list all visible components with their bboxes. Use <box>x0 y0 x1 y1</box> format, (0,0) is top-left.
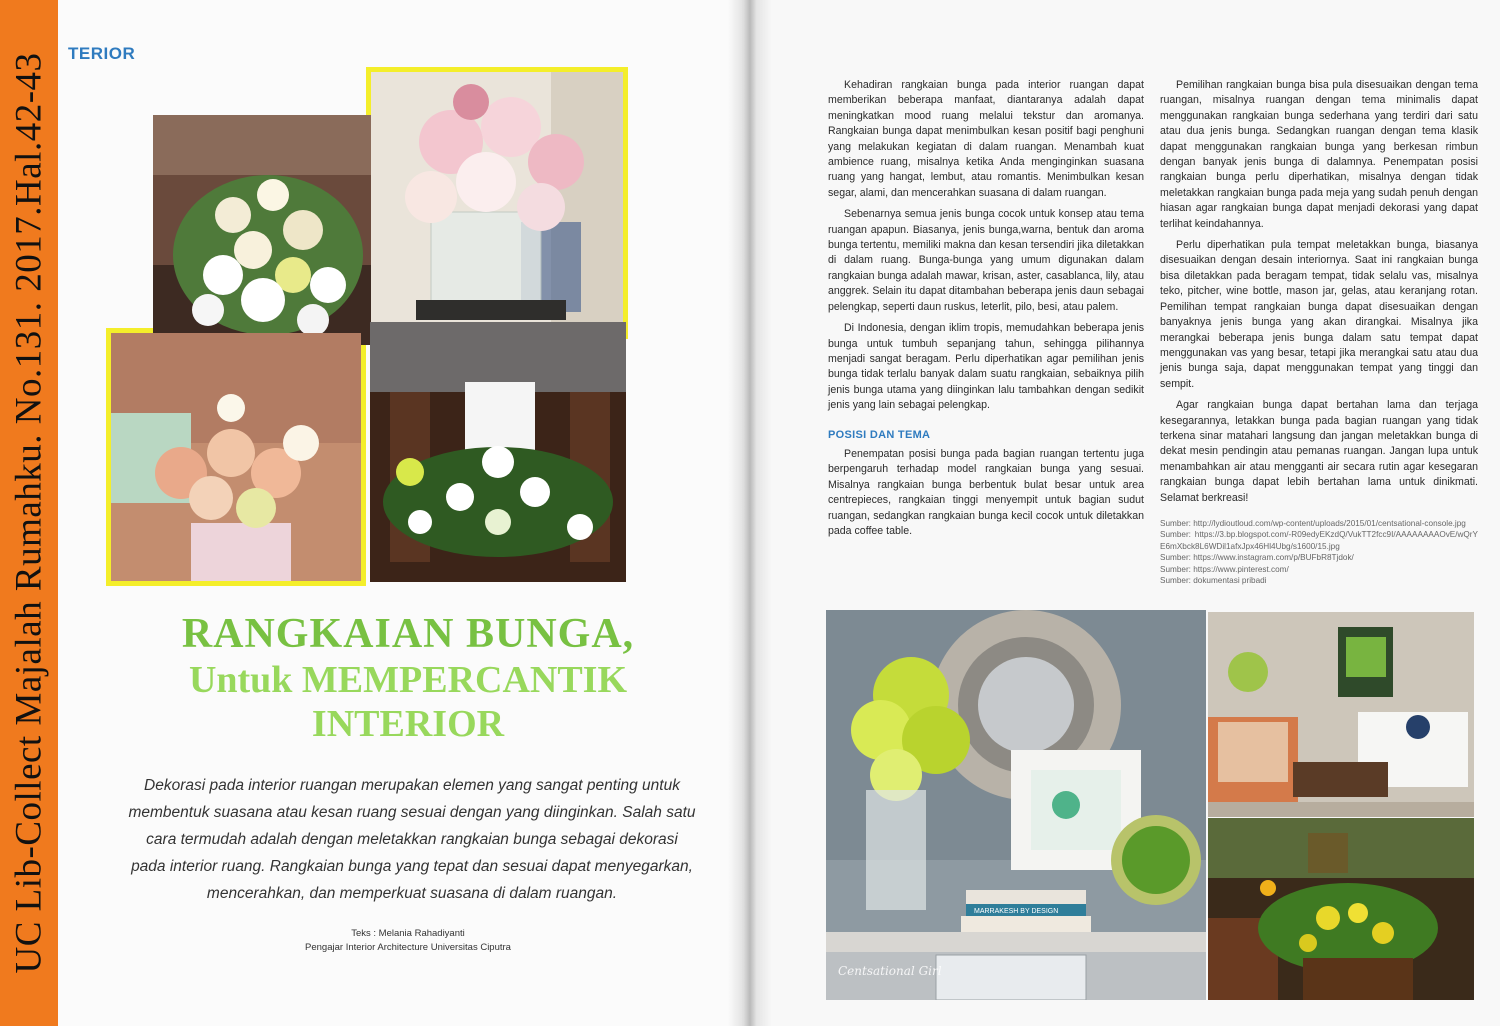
archive-label: UC Lib-Collect Majalah Rumahku. No.131. 2017.Hal.42-43 <box>8 52 50 974</box>
subheading: POSISI DAN TEMA <box>828 428 931 441</box>
photo-peonies-art <box>371 72 623 334</box>
photo-white-roses-art <box>153 115 383 345</box>
source-line: Sumber: dokumentasi pribadi <box>1160 576 1267 586</box>
photo-tropical-arrangement <box>1208 818 1474 1000</box>
photo-pastel-roses <box>111 333 361 581</box>
image-sources <box>1160 518 1478 587</box>
left-page <box>58 0 742 1026</box>
col2-paragraph: Agar rangkaian bunga dapat bertahan lama dan terjaga kesegarannya, letakkan bunga pada bagian ruangan yang tidak terkena sinar matahari langsung dan jangan meletakkan bunga di dekat mesin pendingin atau pemanas ruangan. Jangan lupa untuk menambahkan air atau mengganti air secara rutin agar kesegaran rangkaian bunga dapat lebih bertahan lama untuk dinikmati. Selamat berkreasi! <box>1160 399 1478 504</box>
photo-living-room-art <box>1208 612 1474 817</box>
col1-paragraph: Di Indonesia, dengan iklim tropis, memudahkan beberapa jenis bunga untuk tumbuh sepanjang tahun, sehingga pilihannya menjadi sangat beragam. Perlu diperhatikan agar pemilihan jenis bunga tidak terlalu banyak dalam suatu rangkaian, sebaiknya pilih jenis bunga utama yang diinginkan lalu tambahkan dengan sedikit jenis yang lain sebagai pelengkap. <box>828 322 1144 412</box>
section-label: TERIOR <box>68 44 136 63</box>
col1-paragraph: Penempatan posisi bunga pada bagian ruangan tertentu juga berpengaruh terhadap model rangkaian bunga yang sesuai. Misalnya rangkaian bunga berbentuk bulat besar untuk area centrepieces, rangkaian tinggi menyempit untuk bagian sudut ruangan, sedangkan rangkaian bunga kecil cocok untuk diletakkan pada coffee table. <box>828 447 1144 537</box>
photo-white-roses <box>153 115 383 345</box>
col2-paragraph: Pemilihan rangkaian bunga bisa pula disesuaikan dengan tema ruangan, misalnya ruangan dengan tema minimalis dapat menggunakan rangkaian bunga sederhana yang terdiri dari satu atau dua jenis bunga. Sedangkan ruangan dengan tema klasik dapat menggunakan rangkaian bunga yang berkesan rimbun dengan banyak jenis bunga di dalamnya. Penempatan posisi rangkaian bunga perlu diperhatikan, misalnya dengan tidak meletakkan rangkaian bunga pada meja yang sudah penuh dengan hiasan agar rangkaian bunga dapat menjadi dekorasi yang dapat terlihat keindahannya. <box>1160 79 1478 230</box>
photo-classic-arrangement <box>370 322 626 582</box>
photo-peonies <box>371 72 623 334</box>
headline-line-2: Untuk MEMPERCANTIK <box>188 659 628 701</box>
col1-paragraph: Kehadiran rangkaian bunga pada interior ruangan dapat memberikan beberapa manfaat, diantaranya adalah dapat meningkatkan mood ruang melalui tekstur dan aromanya. Rangkaian bunga dapat menimbulkan kesan positif bagi penghuni yang melakukan kegiatan di dalam ruangan. Menambah kuat ambience ruang, misalnya ketika Anda menginginkan suasana ruang yang hangat, lembut, atau romantis. Menimbulkan kesan segar, alami, dan mencerahkan suasana di dalam ruangan. <box>828 79 1144 199</box>
page-gutter <box>728 0 772 1026</box>
right-page <box>742 0 1500 1026</box>
text-column-2 <box>1160 78 1478 587</box>
photo-tropical-arrangement-art <box>1208 818 1474 1000</box>
author-role: Pengajar Interior Architecture Universitas Ciputra <box>305 942 511 953</box>
col1-paragraph: Sebenarnya semua jenis bunga cocok untuk konsep atau tema ruangan apapun. Biasanya, jenis bunga,warna, bentuk dan aroma bunga tertentu, memiliki makna dan kesan tersendiri jika diletakkan di dalam ruang. Bunga-bunga yang umum digunakan dalam rangkaian bunga adalah mawar, krisan, aster, casablanca, lily, atau anggrek. Selain itu dapat ditambahan beberapa jenis daun sebagai pelengkap, seperti daun ruskus, leterlit, pilo, besi, atau palem. <box>828 208 1144 313</box>
photo-console-table-art <box>826 610 1206 1000</box>
photo-living-room <box>1208 612 1474 817</box>
archive-sidebar <box>0 0 58 1026</box>
col2-paragraph: Perlu diperhatikan pula tempat meletakkan bunga, biasanya disesuaikan dengan desain interiornya. Saat ini rangkaian bunga bisa diletakkan pada beragam tempat, tidak selalu vas, misalnya teko, pitcher, wine bottle, mason jar, gelas, atau keranjang rotan. Pemilihan tempat rangkaian bunga dapat disesuaikan dengan banyaknya jenis bunga yang akan dirangkai. Misalnya jika merangkai beberapa jenis bunga dalam satu tempat dapat menggunakan vas yang besar, tetapi jika merangkai satu atau dua jenis bunga saja, dapat menggunakan tempat yang tinggi dan sempit. <box>1160 239 1478 390</box>
photo-console-table <box>826 610 1206 1000</box>
author-credit <box>228 927 588 955</box>
intro-paragraph: Dekorasi pada interior ruangan merupakan elemen yang sangat penting untuk membentuk suasana atau kesan ruang sesuai dengan yang diinginkan. Salah satu cara termudah adalah dengan meletakkan rangkaian bunga sebagai dekorasi pada interior ruang. Rangkaian bunga yang tepat dan sesuai dapat menyegarkan, mencerahkan, dan memperkuat suasana di dalam ruangan. <box>128 777 696 902</box>
author-name: Teks : Melania Rahadiyanti <box>351 928 465 939</box>
text-column-1 <box>828 78 1144 545</box>
photo-pastel-roses-art <box>111 333 361 581</box>
headline-line-1: RANGKAIAN BUNGA, <box>181 611 635 657</box>
photo-classic-arrangement-art <box>370 322 626 582</box>
source-line: Sumber: https://www.instagram.com/p/BUFbR8Tjdok/ <box>1160 553 1354 563</box>
source-line: Sumber: http://lydioutloud.com/wp-content/uploads/2015/01/centsational-console.jpg <box>1160 518 1466 528</box>
photo-watermark: Centsational Girl <box>838 964 942 978</box>
source-line: Sumber: https://www.pinterest.com/ <box>1160 564 1289 574</box>
headline <box>118 610 698 746</box>
book-title: MARRAKESH BY DESIGN <box>974 908 1059 915</box>
headline-line-3: INTERIOR <box>311 703 505 745</box>
source-line: Sumber: https://3.bp.blogspot.com/-R09edyEKzdQ/VukTT2fcc9I/AAAAAAAAOvE/wQrYE6mXbck8L6WDil1afxJpx46Hl4Ubg/s1600/15.jpg <box>1160 530 1478 551</box>
